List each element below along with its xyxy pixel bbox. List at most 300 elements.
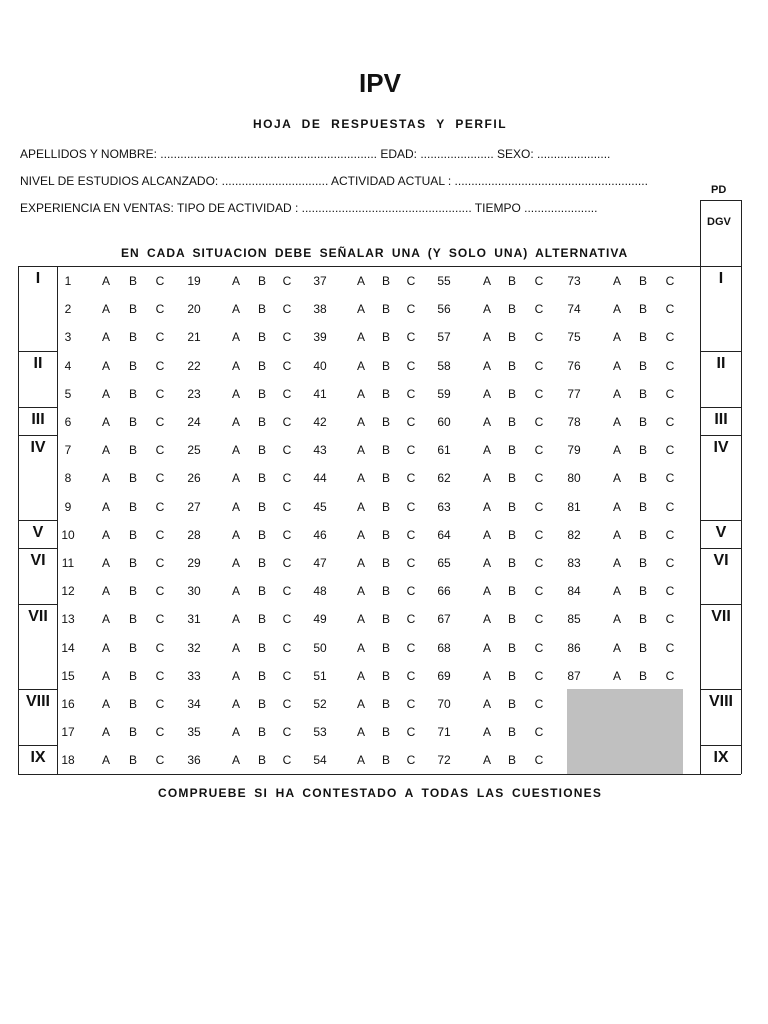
answer-option-a[interactable]: A <box>356 415 365 429</box>
answer-option-a[interactable]: A <box>356 358 365 373</box>
answer-option-c[interactable]: C <box>282 697 292 711</box>
answer-option-b[interactable]: B <box>638 274 647 288</box>
answer-option-c[interactable]: C <box>406 499 416 514</box>
answer-option-b[interactable]: B <box>507 612 516 627</box>
answer-option-b[interactable]: B <box>507 274 516 288</box>
answer-option-b[interactable]: B <box>257 302 266 317</box>
answer-option-c[interactable]: C <box>406 443 416 458</box>
answer-option-a[interactable]: A <box>231 668 240 683</box>
answer-option-b[interactable]: B <box>381 640 390 655</box>
answer-option-c[interactable]: C <box>155 527 165 542</box>
answer-option-c[interactable]: C <box>534 612 544 627</box>
answer-option-b[interactable]: B <box>128 527 137 542</box>
answer-option-b[interactable]: B <box>507 556 516 570</box>
answer-option-a[interactable]: A <box>231 725 240 740</box>
question-number: 76 <box>567 358 581 373</box>
question-number: 83 <box>567 556 581 570</box>
answer-option-c[interactable]: C <box>534 753 544 768</box>
answer-option-c[interactable]: C <box>155 443 165 458</box>
answer-option-a[interactable]: A <box>482 274 491 288</box>
question-number: 53 <box>313 725 327 740</box>
answer-option-b[interactable]: B <box>638 302 647 317</box>
footer-instruction: COMPRUEBE SI HA CONTESTADO A TODAS LAS CUESTIONES <box>157 786 603 800</box>
answer-option-a[interactable]: A <box>101 386 110 401</box>
answer-option-c[interactable]: C <box>534 443 544 458</box>
answer-option-b[interactable]: B <box>507 584 516 599</box>
answer-option-c[interactable]: C <box>282 612 292 627</box>
answer-option-a[interactable]: A <box>612 274 621 288</box>
answer-option-c[interactable]: C <box>282 753 292 768</box>
answer-option-c[interactable]: C <box>406 274 416 288</box>
answer-option-c[interactable]: C <box>406 415 416 429</box>
answer-option-b[interactable]: B <box>257 499 266 514</box>
answer-option-c[interactable]: C <box>406 640 416 655</box>
answer-option-b[interactable]: B <box>381 386 390 401</box>
answer-option-a[interactable]: A <box>356 527 365 542</box>
answer-option-a[interactable]: A <box>612 668 621 683</box>
answer-option-a[interactable]: A <box>231 358 240 373</box>
answer-option-b[interactable]: B <box>381 668 390 683</box>
answer-option-b[interactable]: B <box>638 668 647 683</box>
answer-option-a[interactable]: A <box>231 443 240 458</box>
answer-option-b[interactable]: B <box>381 330 390 345</box>
answer-option-c[interactable]: C <box>155 274 165 288</box>
answer-option-a[interactable]: A <box>482 302 491 317</box>
answer-option-b[interactable]: B <box>257 358 266 373</box>
question-number: 50 <box>313 640 327 655</box>
answer-option-b[interactable]: B <box>128 725 137 740</box>
answer-option-c[interactable]: C <box>155 725 165 740</box>
answer-option-a[interactable]: A <box>231 640 240 655</box>
answer-option-b[interactable]: B <box>507 302 516 317</box>
answer-option-a[interactable]: A <box>612 640 621 655</box>
answer-option-a[interactable]: A <box>231 697 240 711</box>
answer-option-a[interactable]: A <box>101 612 110 627</box>
answer-option-c[interactable]: C <box>665 640 675 655</box>
answer-option-b[interactable]: B <box>507 443 516 458</box>
answer-option-b[interactable]: B <box>507 386 516 401</box>
answer-option-c[interactable]: C <box>406 556 416 570</box>
answer-option-c[interactable]: C <box>406 330 416 345</box>
field-line-name-age-sex[interactable]: APELLIDOS Y NOMBRE: ................................................................. EDAD: ...................... SEXO: ...................... <box>20 147 611 161</box>
answer-option-a[interactable]: A <box>101 640 110 655</box>
answer-option-b[interactable]: B <box>638 443 647 458</box>
answer-option-c[interactable]: C <box>534 386 544 401</box>
answer-option-b[interactable]: B <box>381 471 390 486</box>
question-number: 54 <box>313 753 327 768</box>
answer-option-b[interactable]: B <box>128 330 137 345</box>
question-number: 17 <box>61 725 75 740</box>
answer-option-c[interactable]: C <box>282 330 292 345</box>
answer-option-c[interactable]: C <box>155 697 165 711</box>
answer-option-a[interactable]: A <box>101 527 110 542</box>
answer-option-b[interactable]: B <box>381 302 390 317</box>
answer-option-a[interactable]: A <box>101 556 110 570</box>
answer-option-a[interactable]: A <box>231 415 240 429</box>
answer-option-c[interactable]: C <box>534 668 544 683</box>
answer-option-c[interactable]: C <box>665 443 675 458</box>
answer-option-c[interactable]: C <box>282 358 292 373</box>
answer-option-b[interactable]: B <box>257 443 266 458</box>
answer-option-c[interactable]: C <box>665 358 675 373</box>
answer-option-a[interactable]: A <box>101 697 110 711</box>
answer-option-c[interactable]: C <box>155 612 165 627</box>
answer-option-a[interactable]: A <box>482 584 491 599</box>
answer-option-a[interactable]: A <box>231 274 240 288</box>
answer-option-b[interactable]: B <box>638 330 647 345</box>
answer-option-c[interactable]: C <box>665 556 675 570</box>
answer-option-c[interactable]: C <box>282 499 292 514</box>
answer-option-c[interactable]: C <box>665 386 675 401</box>
answer-option-c[interactable]: C <box>155 358 165 373</box>
group-label-left: IV <box>30 439 46 457</box>
answer-option-c[interactable]: C <box>155 499 165 514</box>
group-separator-left <box>18 745 57 746</box>
answer-option-b[interactable]: B <box>507 697 516 711</box>
answer-option-c[interactable]: C <box>665 527 675 542</box>
question-number: 43 <box>313 443 327 458</box>
answer-option-a[interactable]: A <box>612 499 621 514</box>
question-number: 1 <box>64 274 72 288</box>
answer-option-b[interactable]: B <box>381 612 390 627</box>
answer-option-b[interactable]: B <box>638 471 647 486</box>
question-number: 22 <box>187 358 201 373</box>
answer-option-a[interactable]: A <box>356 612 365 627</box>
answer-option-a[interactable]: A <box>612 556 621 570</box>
answer-option-b[interactable]: B <box>128 415 137 429</box>
answer-option-a[interactable]: A <box>101 668 110 683</box>
answer-option-a[interactable]: A <box>482 725 491 740</box>
answer-option-a[interactable]: A <box>356 302 365 317</box>
answer-option-b[interactable]: B <box>381 584 390 599</box>
answer-option-c[interactable]: C <box>155 668 165 683</box>
answer-option-b[interactable]: B <box>507 415 516 429</box>
answer-option-b[interactable]: B <box>128 358 137 373</box>
answer-option-b[interactable]: B <box>257 668 266 683</box>
question-number: 38 <box>313 302 327 317</box>
answer-option-b[interactable]: B <box>507 358 516 373</box>
answer-option-b[interactable]: B <box>638 640 647 655</box>
answer-option-c[interactable]: C <box>665 612 675 627</box>
answer-option-b[interactable]: B <box>507 753 516 768</box>
answer-option-b[interactable]: B <box>257 612 266 627</box>
answer-option-b[interactable]: B <box>257 527 266 542</box>
answer-option-b[interactable]: B <box>381 443 390 458</box>
answer-option-a[interactable]: A <box>612 386 621 401</box>
answer-option-c[interactable]: C <box>534 527 544 542</box>
answer-option-a[interactable]: A <box>612 330 621 345</box>
answer-option-c[interactable]: C <box>534 274 544 288</box>
question-number: 48 <box>313 584 327 599</box>
answer-option-b[interactable]: B <box>257 640 266 655</box>
answer-option-c[interactable]: C <box>406 471 416 486</box>
answer-option-a[interactable]: A <box>231 612 240 627</box>
answer-option-a[interactable]: A <box>482 527 491 542</box>
answer-option-b[interactable]: B <box>257 330 266 345</box>
answer-option-b[interactable]: B <box>381 499 390 514</box>
answer-option-b[interactable]: B <box>128 274 137 288</box>
question-number: 26 <box>187 471 201 486</box>
answer-option-a[interactable]: A <box>356 584 365 599</box>
answer-option-a[interactable]: A <box>356 443 365 458</box>
answer-option-a[interactable]: A <box>612 443 621 458</box>
answer-option-c[interactable]: C <box>406 612 416 627</box>
answer-option-c[interactable]: C <box>665 668 675 683</box>
answer-option-a[interactable]: A <box>482 386 491 401</box>
answer-option-c[interactable]: C <box>282 415 292 429</box>
answer-option-a[interactable]: A <box>612 527 621 542</box>
answer-option-b[interactable]: B <box>257 471 266 486</box>
answer-option-a[interactable]: A <box>482 471 491 486</box>
answer-option-b[interactable]: B <box>507 471 516 486</box>
answer-option-c[interactable]: C <box>282 274 292 288</box>
field-line-education-activity[interactable]: NIVEL DE ESTUDIOS ALCANZADO: ................................ ACTIVIDAD ACTUAL : .......................................................... <box>20 174 648 188</box>
question-number: 25 <box>187 443 201 458</box>
answer-option-a[interactable]: A <box>482 443 491 458</box>
page-title: IPV <box>359 68 401 98</box>
answer-option-b[interactable]: B <box>507 640 516 655</box>
answer-option-a[interactable]: A <box>482 612 491 627</box>
answer-option-a[interactable]: A <box>356 725 365 740</box>
answer-option-a[interactable]: A <box>356 640 365 655</box>
question-number: 86 <box>567 640 581 655</box>
answer-option-c[interactable]: C <box>155 471 165 486</box>
answer-option-c[interactable]: C <box>534 330 544 345</box>
answer-option-c[interactable]: C <box>406 358 416 373</box>
answer-option-b[interactable]: B <box>128 668 137 683</box>
answer-option-a[interactable]: A <box>101 584 110 599</box>
answer-option-a[interactable]: A <box>101 725 110 740</box>
answer-option-c[interactable]: C <box>534 499 544 514</box>
answer-option-b[interactable]: B <box>638 386 647 401</box>
answer-option-a[interactable]: A <box>231 330 240 345</box>
answer-option-a[interactable]: A <box>101 499 110 514</box>
answer-option-a[interactable]: A <box>612 584 621 599</box>
answer-option-b[interactable]: B <box>257 697 266 711</box>
answer-option-b[interactable]: B <box>507 499 516 514</box>
answer-option-c[interactable]: C <box>282 584 292 599</box>
answer-option-c[interactable]: C <box>282 725 292 740</box>
answer-option-c[interactable]: C <box>534 584 544 599</box>
answer-option-a[interactable]: A <box>101 330 110 345</box>
answer-option-b[interactable]: B <box>381 725 390 740</box>
answer-option-b[interactable]: B <box>257 584 266 599</box>
group-label-right: IX <box>713 749 729 767</box>
answer-option-c[interactable]: C <box>155 415 165 429</box>
answer-option-b[interactable]: B <box>507 668 516 683</box>
answer-option-b[interactable]: B <box>128 386 137 401</box>
answer-option-a[interactable]: A <box>482 499 491 514</box>
question-number: 40 <box>313 358 327 373</box>
group-label-left: VIII <box>25 693 50 710</box>
group-separator-left <box>18 604 57 605</box>
answer-option-c[interactable]: C <box>155 640 165 655</box>
answer-option-b[interactable]: B <box>381 415 390 429</box>
answer-option-b[interactable]: B <box>128 753 137 768</box>
answer-option-b[interactable]: B <box>381 753 390 768</box>
answer-option-b[interactable]: B <box>507 725 516 740</box>
answer-option-c[interactable]: C <box>406 527 416 542</box>
answer-option-a[interactable]: A <box>356 274 365 288</box>
answer-option-a[interactable]: A <box>101 415 110 429</box>
answer-option-c[interactable]: C <box>534 640 544 655</box>
answer-option-a[interactable]: A <box>482 753 491 768</box>
answer-option-c[interactable]: C <box>282 302 292 317</box>
answer-option-b[interactable]: B <box>381 527 390 542</box>
question-number: 57 <box>437 330 451 345</box>
answer-option-a[interactable]: A <box>482 640 491 655</box>
answer-option-a[interactable]: A <box>356 668 365 683</box>
answer-option-c[interactable]: C <box>406 725 416 740</box>
answer-option-c[interactable]: C <box>534 471 544 486</box>
answer-option-b[interactable]: B <box>257 415 266 429</box>
answer-option-a[interactable]: A <box>231 527 240 542</box>
answer-option-c[interactable]: C <box>282 668 292 683</box>
answer-option-b[interactable]: B <box>257 725 266 740</box>
answer-option-a[interactable]: A <box>231 302 240 317</box>
answer-option-a[interactable]: A <box>356 697 365 711</box>
answer-option-a[interactable]: A <box>482 330 491 345</box>
answer-option-c[interactable]: C <box>406 668 416 683</box>
answer-option-b[interactable]: B <box>128 640 137 655</box>
answer-option-c[interactable]: C <box>282 640 292 655</box>
answer-option-b[interactable]: B <box>507 330 516 345</box>
question-number: 4 <box>64 358 72 373</box>
answer-option-a[interactable]: A <box>101 302 110 317</box>
answer-option-a[interactable]: A <box>356 556 365 570</box>
question-number: 82 <box>567 527 581 542</box>
answer-option-a[interactable]: A <box>482 697 491 711</box>
answer-option-a[interactable]: A <box>612 358 621 373</box>
answer-option-c[interactable]: C <box>406 697 416 711</box>
answer-option-b[interactable]: B <box>638 358 647 373</box>
answer-option-c[interactable]: C <box>534 358 544 373</box>
answer-option-c[interactable]: C <box>665 330 675 345</box>
answer-option-b[interactable]: B <box>381 556 390 570</box>
answer-option-a[interactable]: A <box>612 612 621 627</box>
answer-option-c[interactable]: C <box>406 584 416 599</box>
answer-option-c[interactable]: C <box>282 556 292 570</box>
answer-option-c[interactable]: C <box>534 556 544 570</box>
answer-option-b[interactable]: B <box>638 499 647 514</box>
answer-option-b[interactable]: B <box>128 499 137 514</box>
answer-option-b[interactable]: B <box>128 612 137 627</box>
answer-option-a[interactable]: A <box>612 471 621 486</box>
answer-option-c[interactable]: C <box>155 753 165 768</box>
answer-option-c[interactable]: C <box>282 386 292 401</box>
answer-option-c[interactable]: C <box>155 584 165 599</box>
group-separator-left <box>18 351 57 352</box>
answer-option-c[interactable]: C <box>665 274 675 288</box>
question-number: 72 <box>437 753 451 768</box>
answer-option-a[interactable]: A <box>482 358 491 373</box>
answer-option-c[interactable]: C <box>155 330 165 345</box>
answer-option-c[interactable]: C <box>282 443 292 458</box>
question-number: 36 <box>187 753 201 768</box>
answer-option-a[interactable]: A <box>482 668 491 683</box>
group-label-right: III <box>714 411 728 428</box>
answer-option-a[interactable]: A <box>231 753 240 768</box>
answer-option-c[interactable]: C <box>155 386 165 401</box>
answer-option-a[interactable]: A <box>101 443 110 458</box>
answer-option-c[interactable]: C <box>534 725 544 740</box>
answer-option-b[interactable]: B <box>128 697 137 711</box>
answer-option-a[interactable]: A <box>231 386 240 401</box>
answer-option-b[interactable]: B <box>257 274 266 288</box>
answer-option-b[interactable]: B <box>638 556 647 570</box>
answer-option-a[interactable]: A <box>356 386 365 401</box>
answer-option-b[interactable]: B <box>128 302 137 317</box>
answer-option-a[interactable]: A <box>101 358 110 373</box>
answer-option-b[interactable]: B <box>128 471 137 486</box>
question-number: 52 <box>313 697 327 711</box>
answer-option-c[interactable]: C <box>665 471 675 486</box>
answer-option-c[interactable]: C <box>665 499 675 514</box>
answer-option-b[interactable]: B <box>257 386 266 401</box>
answer-option-a[interactable]: A <box>482 556 491 570</box>
answer-option-a[interactable]: A <box>231 584 240 599</box>
answer-option-b[interactable]: B <box>381 274 390 288</box>
answer-option-c[interactable]: C <box>665 302 675 317</box>
answer-option-c[interactable]: C <box>155 302 165 317</box>
answer-option-c[interactable]: C <box>665 584 675 599</box>
answer-option-b[interactable]: B <box>128 584 137 599</box>
answer-option-a[interactable]: A <box>612 302 621 317</box>
answer-option-b[interactable]: B <box>507 527 516 542</box>
answer-option-b[interactable]: B <box>638 527 647 542</box>
answer-option-c[interactable]: C <box>406 753 416 768</box>
answer-option-c[interactable]: C <box>406 302 416 317</box>
answer-option-c[interactable]: C <box>155 556 165 570</box>
answer-option-a[interactable]: A <box>356 471 365 486</box>
answer-option-c[interactable]: C <box>406 386 416 401</box>
answer-option-b[interactable]: B <box>638 612 647 627</box>
question-number: 10 <box>61 527 75 542</box>
answer-option-c[interactable]: C <box>665 415 675 429</box>
answer-option-a[interactable]: A <box>101 274 110 288</box>
answer-option-b[interactable]: B <box>638 584 647 599</box>
answer-option-b[interactable]: B <box>638 415 647 429</box>
answer-option-a[interactable]: A <box>231 471 240 486</box>
answer-option-b[interactable]: B <box>381 358 390 373</box>
answer-option-a[interactable]: A <box>101 471 110 486</box>
answer-option-c[interactable]: C <box>534 302 544 317</box>
field-line-sales-experience[interactable]: EXPERIENCIA EN VENTAS: TIPO DE ACTIVIDAD : ................................................... TIEMPO ...................... <box>20 201 598 215</box>
answer-option-a[interactable]: A <box>356 499 365 514</box>
answer-option-b[interactable]: B <box>381 697 390 711</box>
answer-option-a[interactable]: A <box>356 330 365 345</box>
group-separator-left <box>18 689 57 690</box>
answer-option-a[interactable]: A <box>482 415 491 429</box>
answer-option-c[interactable]: C <box>282 527 292 542</box>
group-label-left: I <box>35 270 41 287</box>
answer-option-a[interactable]: A <box>612 415 621 429</box>
answer-option-a[interactable]: A <box>231 499 240 514</box>
answer-option-c[interactable]: C <box>282 471 292 486</box>
answer-option-b[interactable]: B <box>257 753 266 768</box>
answer-option-b[interactable]: B <box>128 556 137 570</box>
answer-option-c[interactable]: C <box>534 697 544 711</box>
answer-option-a[interactable]: A <box>101 753 110 768</box>
question-number: 14 <box>61 640 75 655</box>
answer-option-a[interactable]: A <box>356 753 365 768</box>
answer-option-b[interactable]: B <box>128 443 137 458</box>
answer-option-a[interactable]: A <box>231 556 240 570</box>
answer-option-c[interactable]: C <box>534 415 544 429</box>
group-label-right: VII <box>711 608 731 626</box>
answer-option-b[interactable]: B <box>257 556 266 570</box>
question-number: 21 <box>187 330 201 345</box>
